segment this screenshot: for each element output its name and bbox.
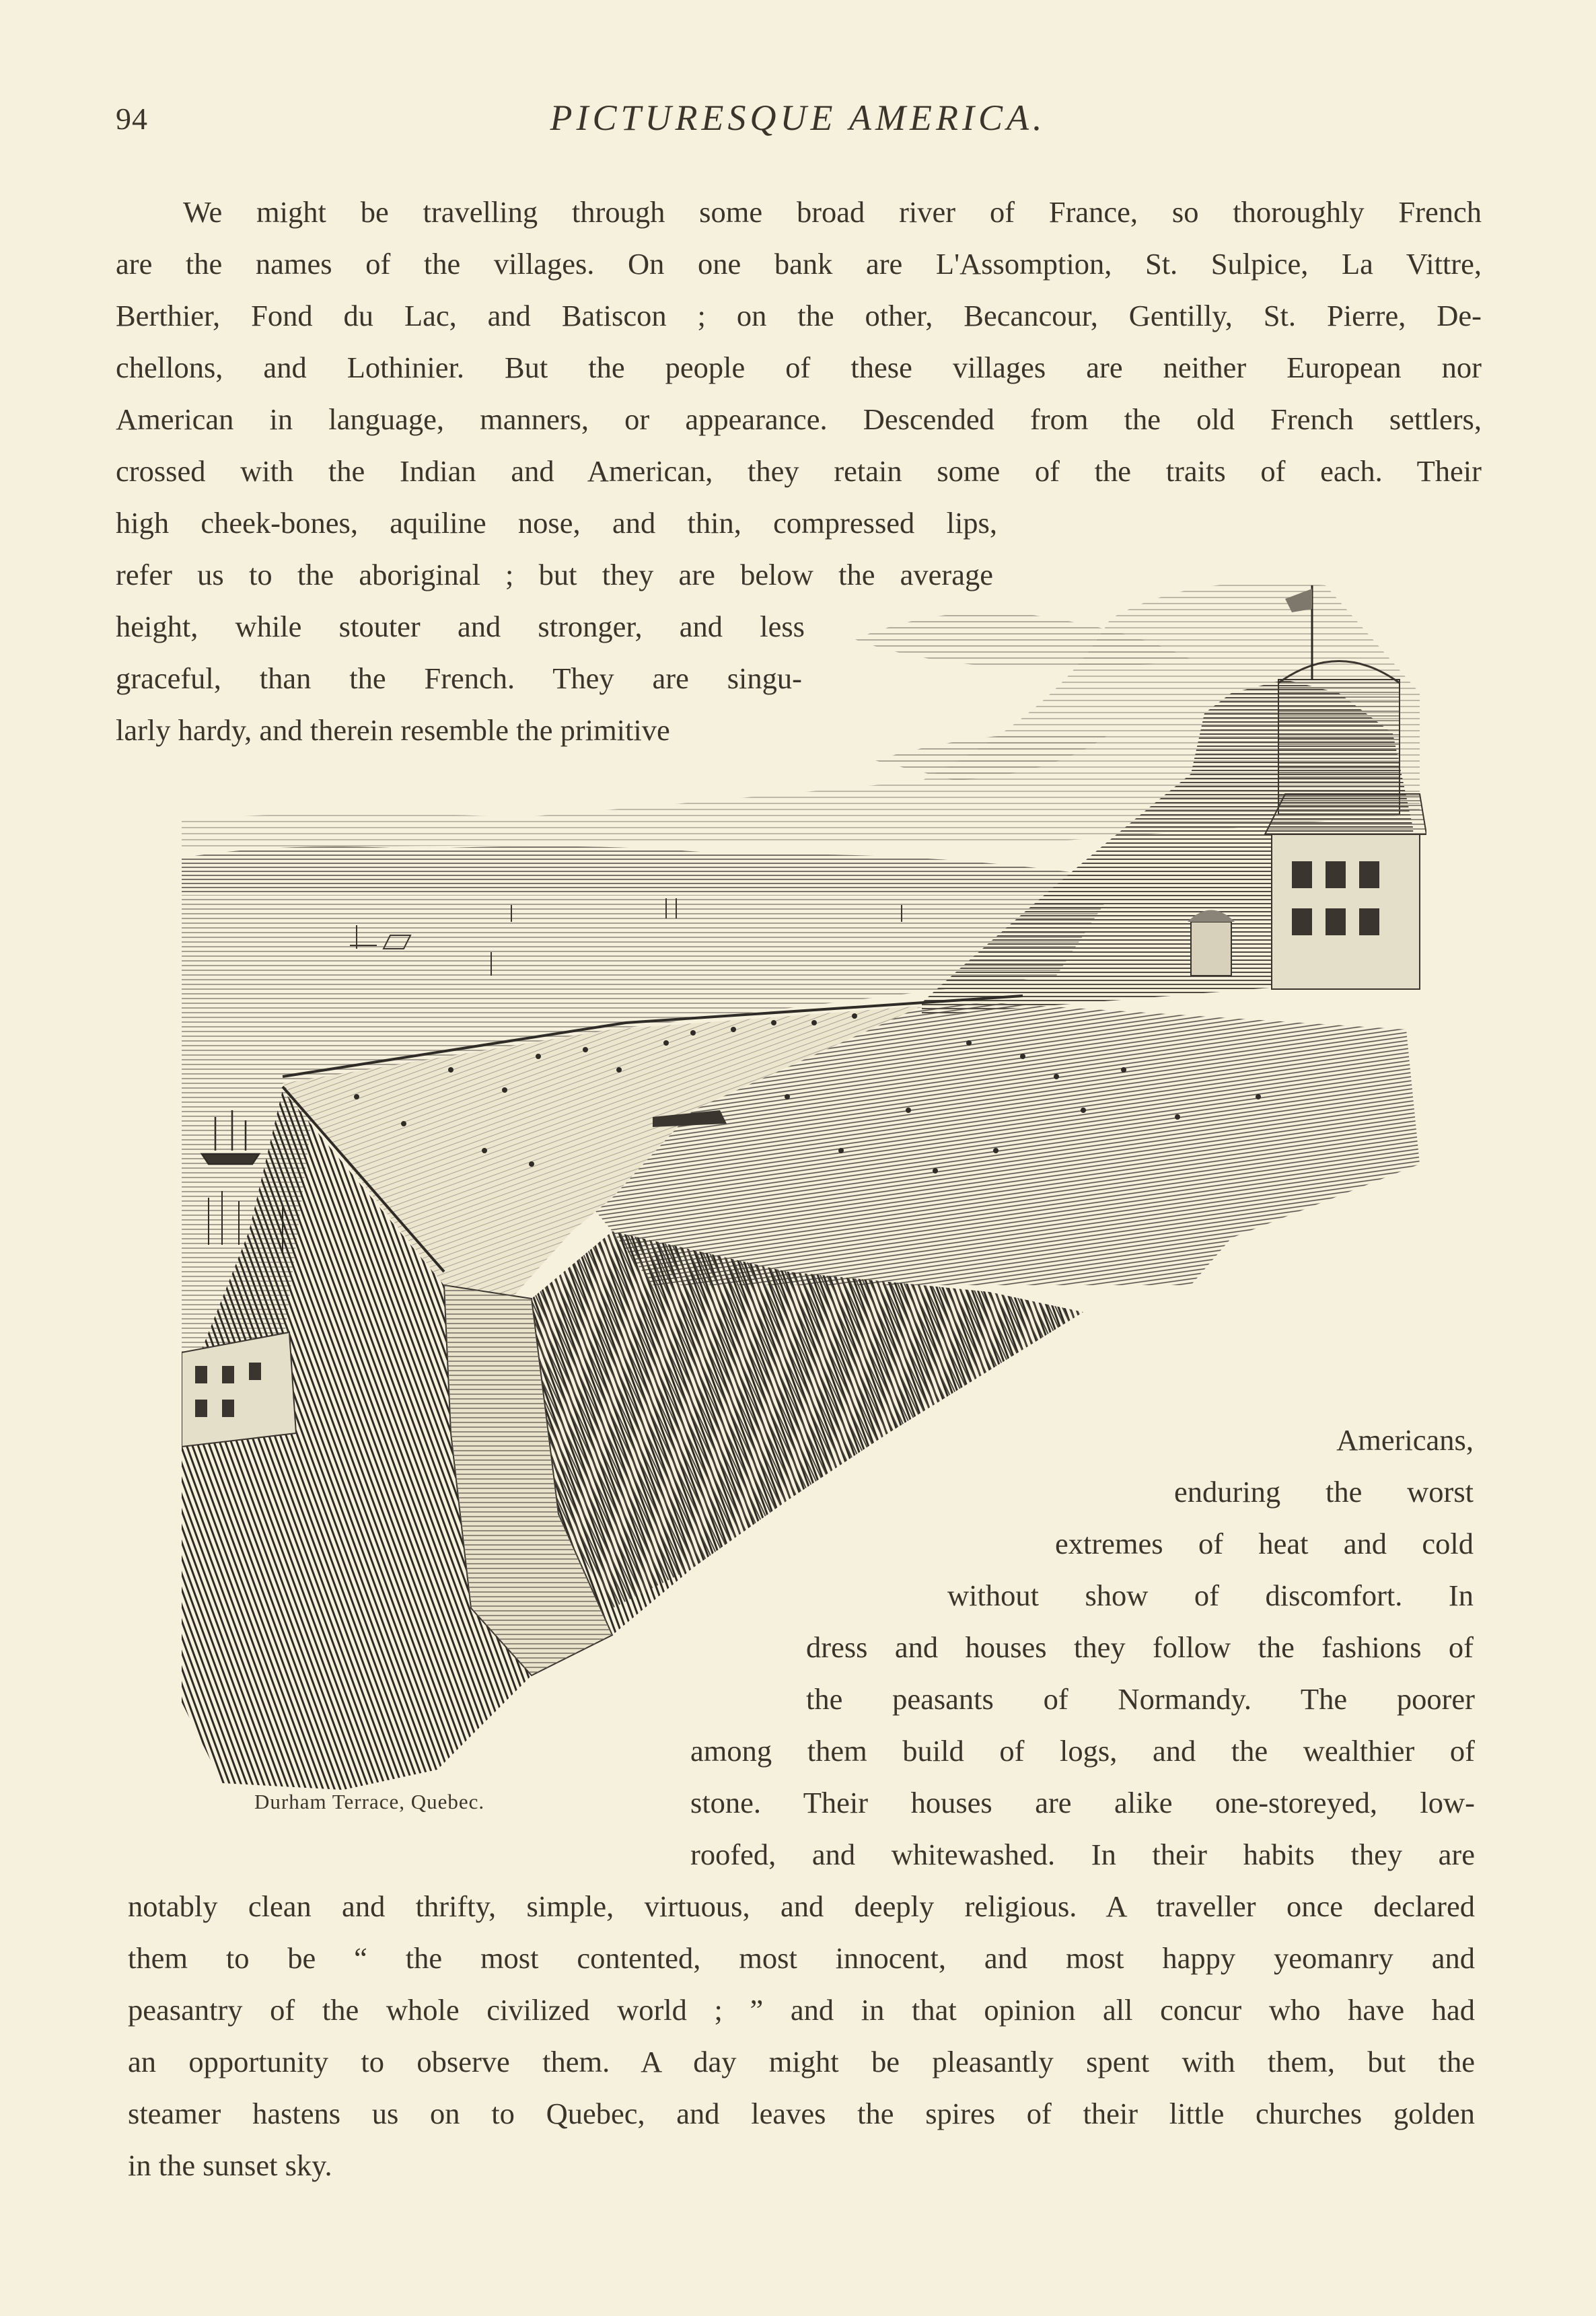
illustration-caption: Durham Terrace, Quebec. — [254, 1790, 485, 1813]
text-line: notably clean and thrifty, simple, virtuous, and deeply religious. A traveller once declared — [128, 1889, 1475, 1923]
text-line: larly hardy, and therein resemble the primitive — [116, 713, 670, 747]
text-line: among them build of logs, and the wealthier of — [690, 1734, 1475, 1768]
text-line: dress and houses they follow the fashions of — [806, 1630, 1474, 1664]
text-line: Americans, — [1336, 1423, 1474, 1457]
text-line: stone. Their houses are alike one-storeyed, low- — [690, 1786, 1475, 1819]
text-line: American in language, manners, or appearance. Descended from the old French settlers, — [116, 402, 1482, 436]
text-line: them to be “ the most contented, most innocent, and most happy yeomanry and — [128, 1941, 1475, 1975]
text-line: the peasants of Normandy. The poorer — [806, 1682, 1475, 1716]
text-line: chellons, and Lothinier. But the people of these villages are neither European nor — [116, 351, 1482, 384]
text-line: We might be travelling through some broad river of France, so thoroughly French — [183, 195, 1482, 229]
text-line: height, while stouter and stronger, and less — [116, 610, 805, 643]
text-line: roofed, and whitewashed. In their habits they are — [690, 1838, 1475, 1871]
text-line: extremes of heat and cold — [1055, 1527, 1474, 1560]
durham-terrace-engraving — [182, 558, 1426, 1790]
text-line: peasantry of the whole civilized world ; ” and in that opinion all concur who have had — [128, 1993, 1475, 2027]
text-line: high cheek-bones, aquiline nose, and thin, compressed lips, — [116, 506, 997, 540]
page-number: 94 — [116, 102, 148, 136]
text-line: are the names of the villages. On one bank are L'Assomption, St. Sulpice, La Vittre, — [116, 247, 1482, 281]
text-line: enduring the worst — [1174, 1475, 1474, 1509]
text-line: in the sunset sky. — [128, 2148, 332, 2182]
text-line: without show of discomfort. In — [947, 1579, 1474, 1612]
running-head: PICTURESQUE AMERICA. — [550, 98, 1046, 138]
page-header — [0, 98, 1596, 148]
distant-hills — [182, 846, 1090, 896]
text-line: Berthier, Fond du Lac, and Batiscon ; on the other, Becancour, Gentilly, St. Pierre, De- — [116, 299, 1482, 332]
text-line: graceful, than the French. They are singu- — [116, 661, 802, 695]
text-line: crossed with the Indian and American, they retain some of the traits of each. Their — [116, 454, 1482, 488]
text-line: an opportunity to observe them. A day might be pleasantly spent with them, but the — [128, 2045, 1475, 2078]
text-line: steamer hastens us on to Quebec, and leaves the spires of their little churches golden — [128, 2097, 1475, 2130]
text-line: refer us to the aboriginal ; but they are below the average — [116, 558, 993, 591]
